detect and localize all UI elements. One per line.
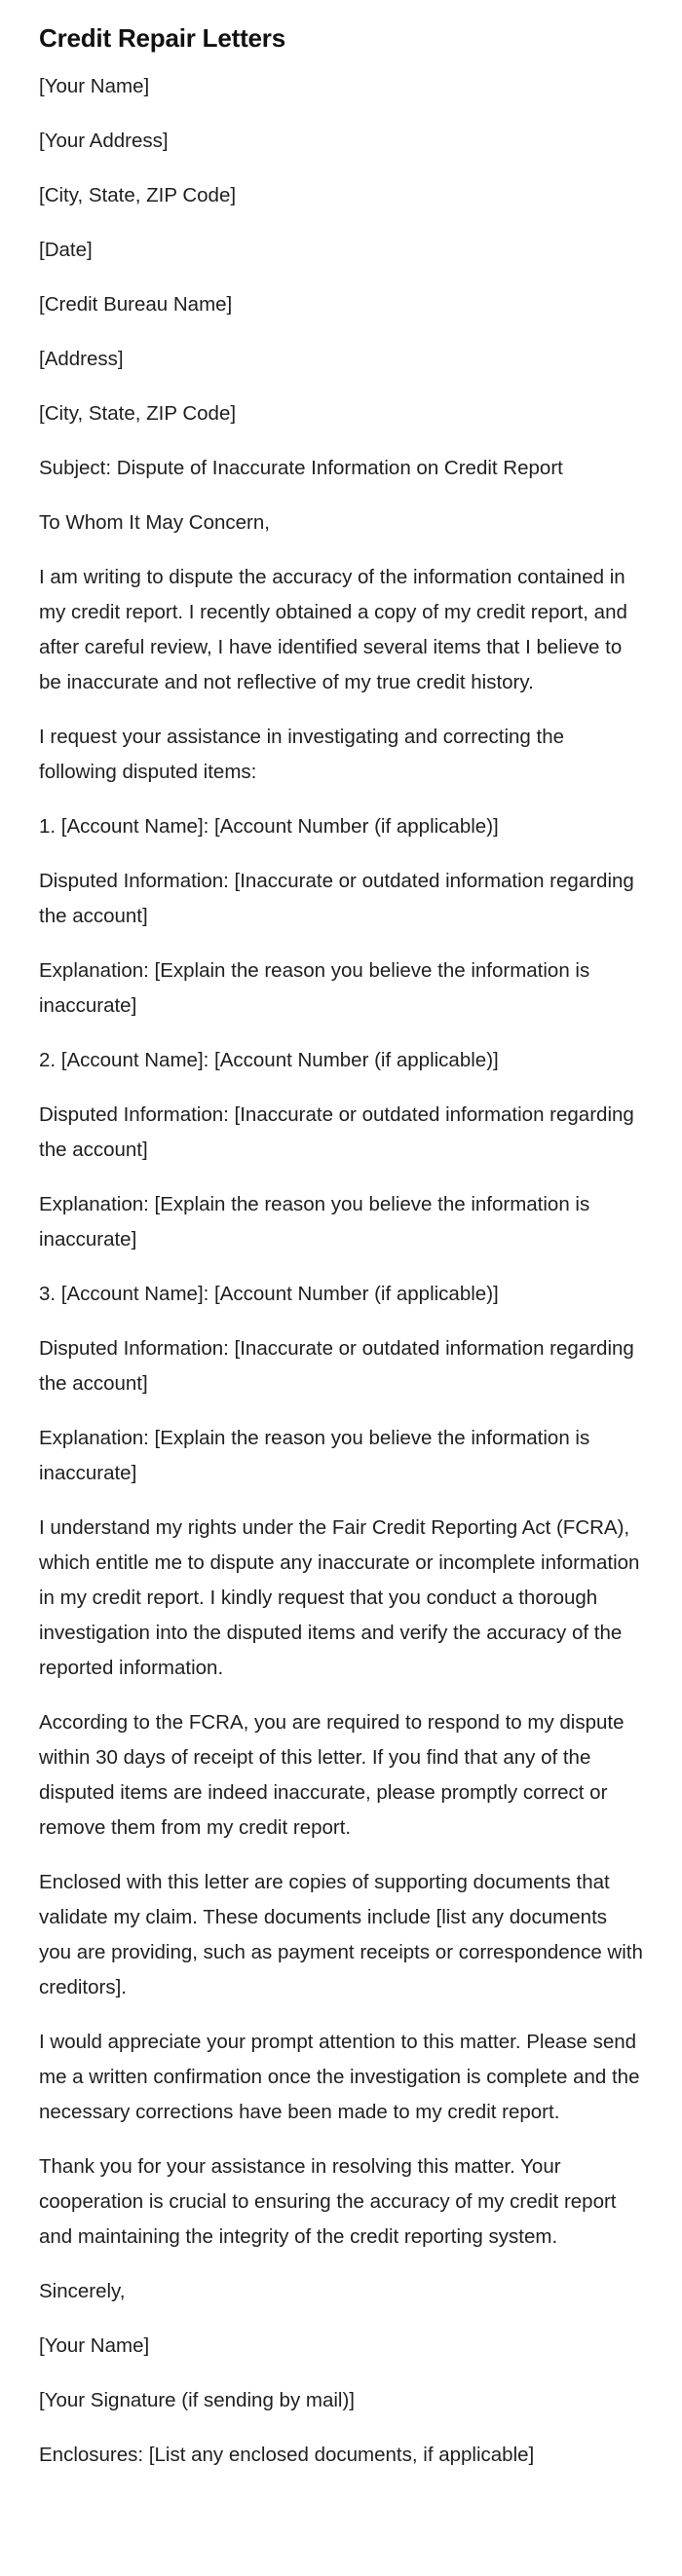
item-3-account: 3. [Account Name]: [Account Number (if applicable)] — [39, 1283, 499, 1305]
fcra-paragraph: According to the FCRA, you are required to respond to my dispute within 30 days of receipt of this letter. If you find that any of the disputed items are indeed inaccurate, please promptly correct or remove them from my credit report. — [39, 1711, 625, 1839]
item-1-disputed: Disputed Information: [Inaccurate or outdated information regarding the account] — [39, 870, 634, 927]
sender-address: [Your Address] — [39, 130, 169, 152]
sender-city-state-zip: [City, State, ZIP Code] — [39, 184, 237, 206]
rights-paragraph: I understand my rights under the Fair Credit Reporting Act (FCRA), which entitle me to dispute any inaccurate or incomplete information in my credit report. I kindly request that you conduct a thorough investigation into the disputed items and verify the accuracy of the reported information. — [39, 1516, 640, 1679]
document-title: Credit Repair Letters — [39, 23, 285, 53]
item-1-explanation: Explanation: [Explain the reason you believe the information is inaccurate] — [39, 959, 590, 1017]
item-2-explanation: Explanation: [Explain the reason you believe the information is inaccurate] — [39, 1193, 590, 1251]
closing: Sincerely, — [39, 2280, 126, 2302]
appreciation-paragraph: I would appreciate your prompt attention to this matter. Please send me a written confirmation once the investigation is complete and the necessary corrections have been made to my credit report. — [39, 2031, 640, 2123]
subject-line: Subject: Dispute of Inaccurate Information on Credit Report — [39, 457, 563, 479]
salutation: To Whom It May Concern, — [39, 511, 270, 534]
item-2-disputed: Disputed Information: [Inaccurate or outdated information regarding the account] — [39, 1103, 634, 1161]
letter-date: [Date] — [39, 239, 93, 261]
item-2-account: 2. [Account Name]: [Account Number (if applicable)] — [39, 1049, 499, 1071]
item-1-account: 1. [Account Name]: [Account Number (if applicable)] — [39, 815, 499, 838]
intro-paragraph: I am writing to dispute the accuracy of the information contained in my credit report. I recently obtained a copy of my credit report, and after careful review, I have identified several items that I believe to be inaccurate and not reflective of my true credit history. — [39, 566, 627, 693]
enclosed-paragraph: Enclosed with this letter are copies of supporting documents that validate my claim. These documents include [list any documents you are providing, such as payment receipts or correspondence with creditors]. — [39, 1871, 643, 1998]
signature-line: [Your Signature (if sending by mail)] — [39, 2389, 355, 2411]
item-3-explanation: Explanation: [Explain the reason you believe the information is inaccurate] — [39, 1427, 590, 1484]
request-paragraph: I request your assistance in investigating and correcting the following disputed items: — [39, 726, 564, 783]
recipient-bureau-name: [Credit Bureau Name] — [39, 293, 233, 316]
signature-name: [Your Name] — [39, 2334, 150, 2357]
recipient-city-state-zip: [City, State, ZIP Code] — [39, 402, 237, 425]
item-3-disputed: Disputed Information: [Inaccurate or outdated information regarding the account] — [39, 1337, 634, 1395]
enclosures-line: Enclosures: [List any enclosed documents, if applicable] — [39, 2444, 535, 2466]
recipient-address: [Address] — [39, 348, 124, 370]
sender-name: [Your Name] — [39, 75, 150, 97]
thanks-paragraph: Thank you for your assistance in resolving this matter. Your cooperation is crucial to ensuring the accuracy of my credit report and maintaining the integrity of the credit reporting system. — [39, 2155, 617, 2248]
